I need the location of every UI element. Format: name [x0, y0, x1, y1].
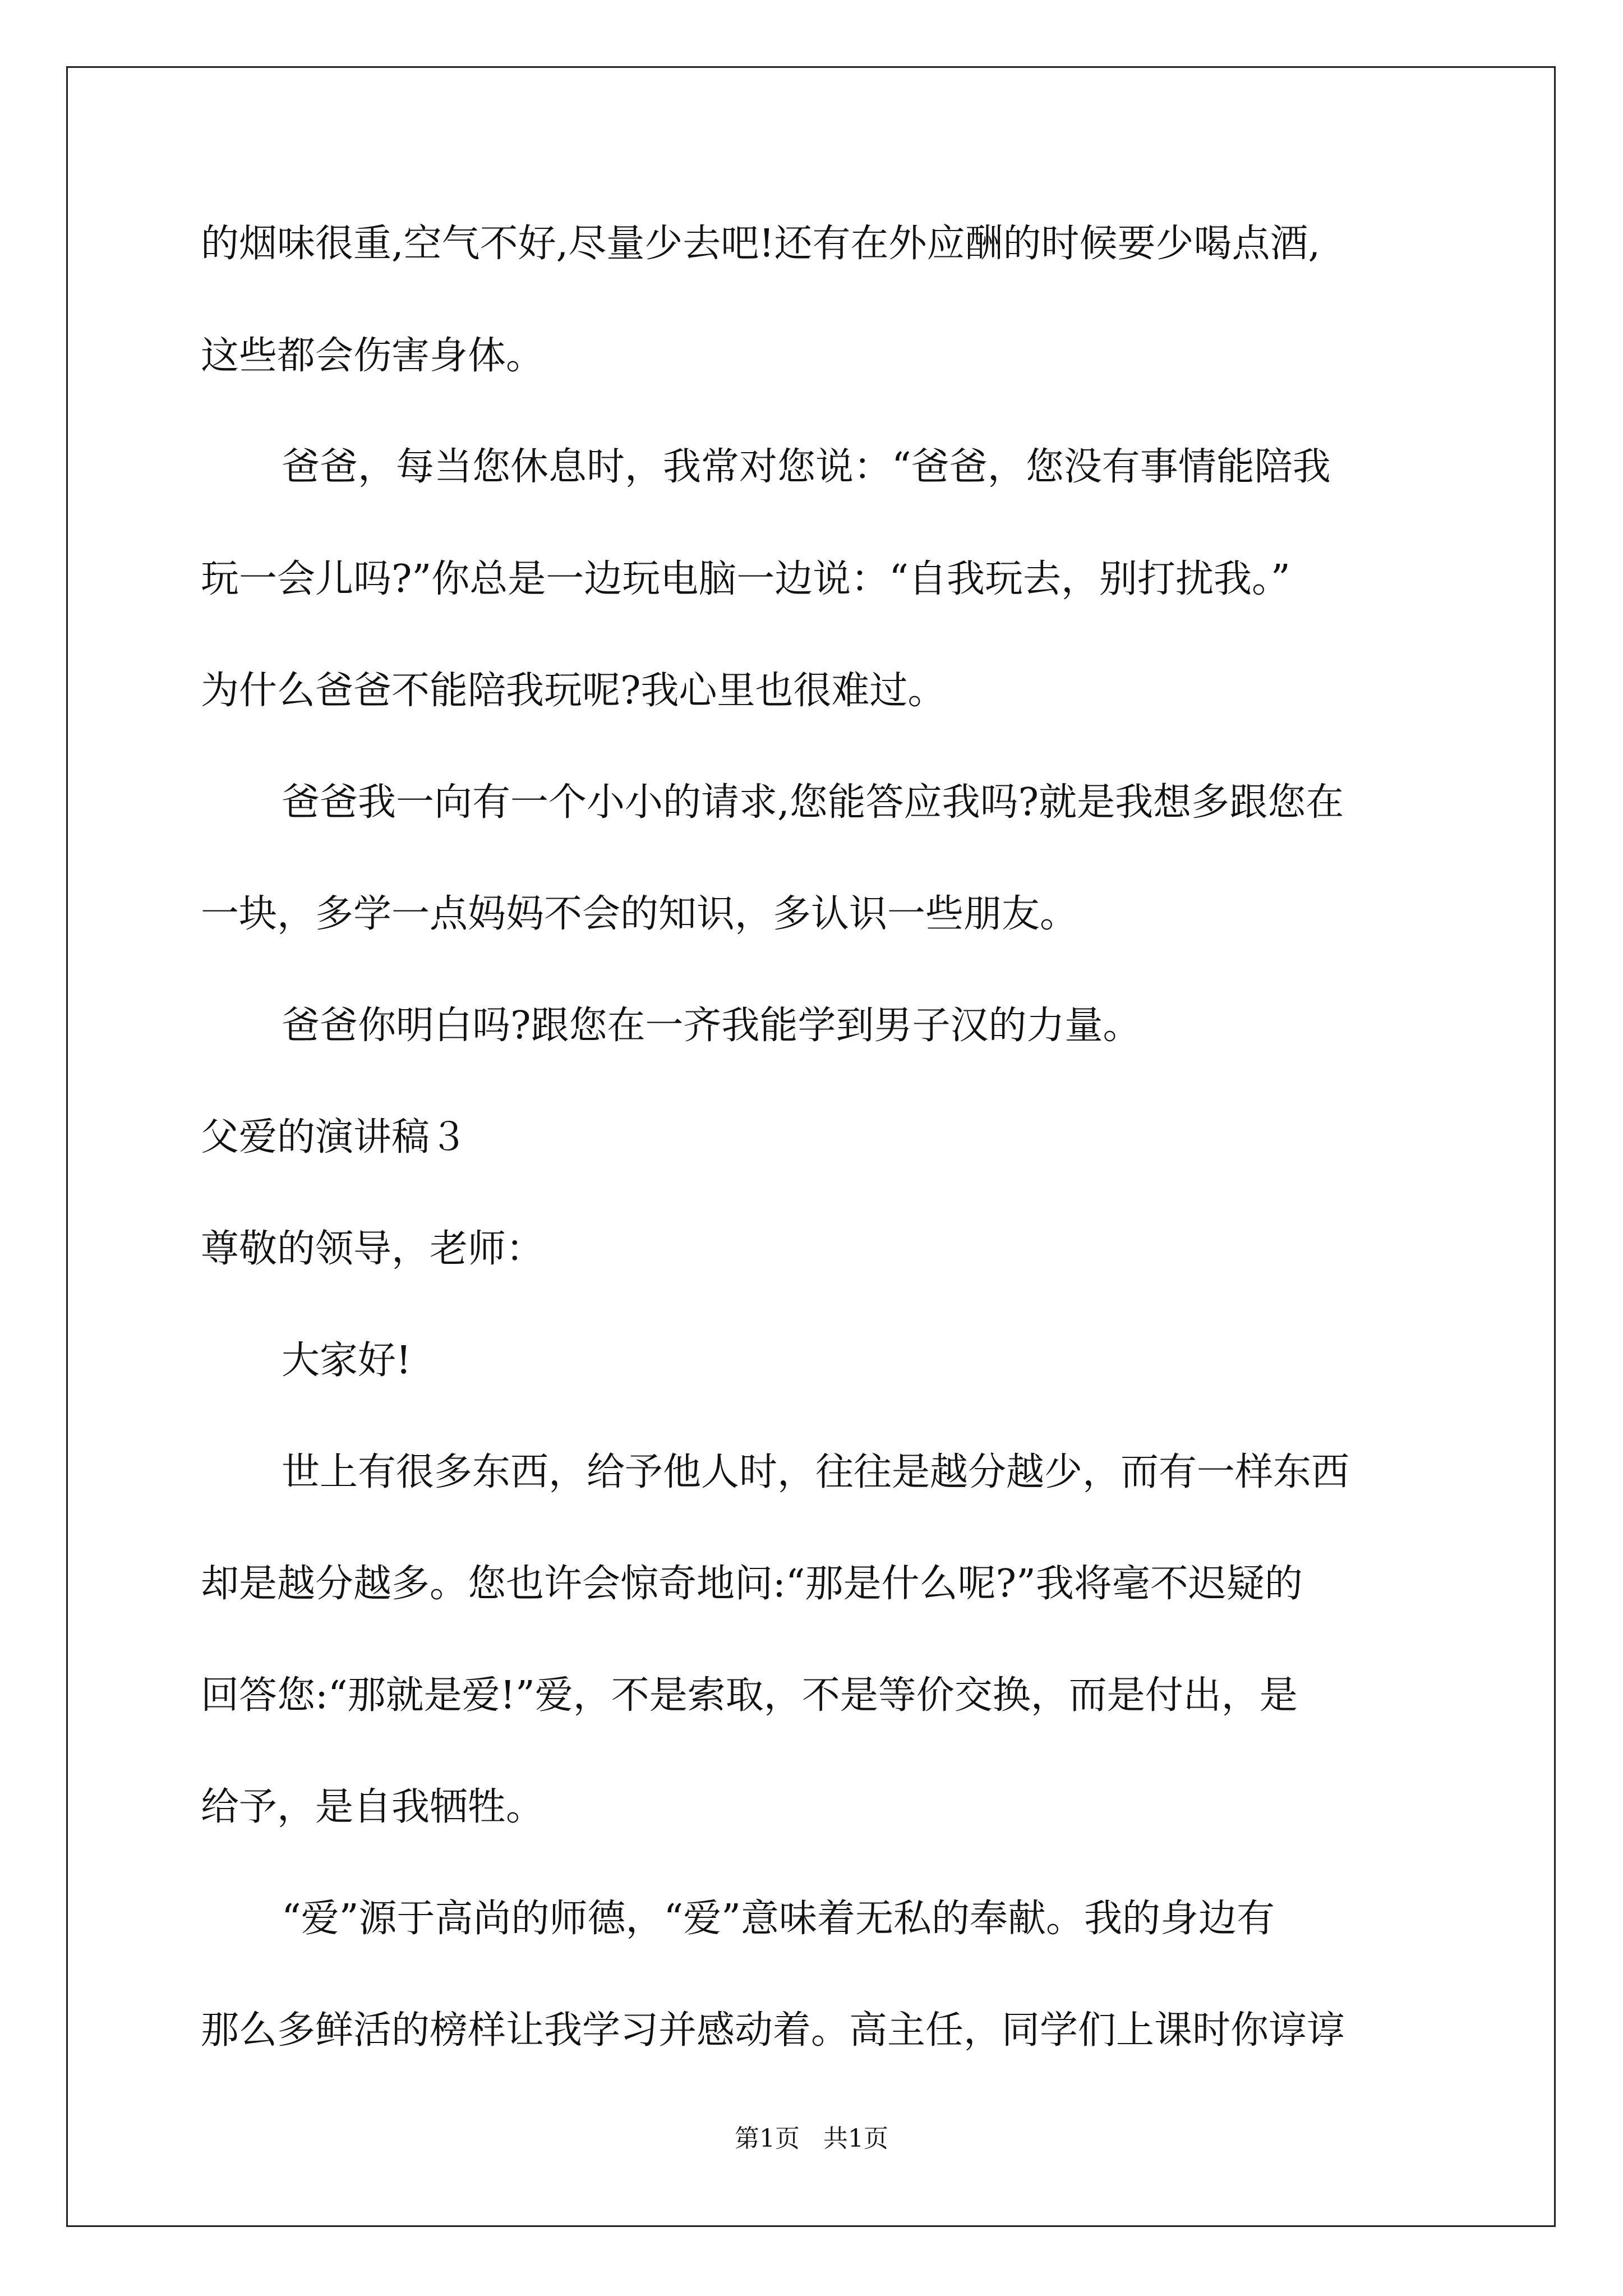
text-line: 爸爸你明白吗?跟您在一齐我能学到男子汉的力量。 [282, 1004, 1141, 1048]
text-line: 回答您:“那就是爱!”爱，不是索取，不是等价交换，而是付出，是 [201, 1673, 1298, 1718]
text-line: 爸爸我一向有一个小小的请求,您能答应我吗?就是我想多跟您在 [282, 780, 1344, 825]
page-number-footer: 第1页 共1页 [735, 2124, 888, 2153]
text-line: 一块，多学一点妈妈不会的知识，多认识一些朋友。 [201, 892, 1078, 936]
text-line: 玩一会儿吗?”你总是一边玩电脑一边说：“自我玩去，别打扰我。” [201, 557, 1290, 601]
text-line: 为什么爸爸不能陪我玩呢?我心里也很难过。 [201, 669, 946, 713]
greeting: 大家好! [282, 1338, 412, 1383]
text-line: 那么多鲜活的榜样让我学习并感动着。高主任，同学们上课时你谆谆 [201, 2008, 1345, 2053]
section-heading: 父爱的演讲稿３ [201, 1115, 468, 1159]
text-line: 却是越分越多。您也许会惊奇地问:“那是什么呢?”我将毫不迟疑的 [201, 1562, 1303, 1606]
text-line: 世上有很多东西，给予他人时，往往是越分越少，而有一样东西 [282, 1450, 1350, 1494]
text-line: 的烟味很重,空气不好,尽量少去吧!还有在外应酬的时候要少喝点酒, [201, 222, 1321, 266]
text-line: 爸爸，每当您休息时，我常对您说：“爸爸，您没有事情能陪我 [282, 445, 1331, 489]
text-line: 给予，是自我牺牲。 [201, 1785, 545, 1829]
text-line: 这些都会伤害身体。 [201, 334, 545, 378]
salutation: 尊敬的领导，老师： [201, 1227, 545, 1271]
text-line: “爱”源于高尚的师德，“爱”意味着无私的奉献。我的身边有 [282, 1897, 1275, 1941]
